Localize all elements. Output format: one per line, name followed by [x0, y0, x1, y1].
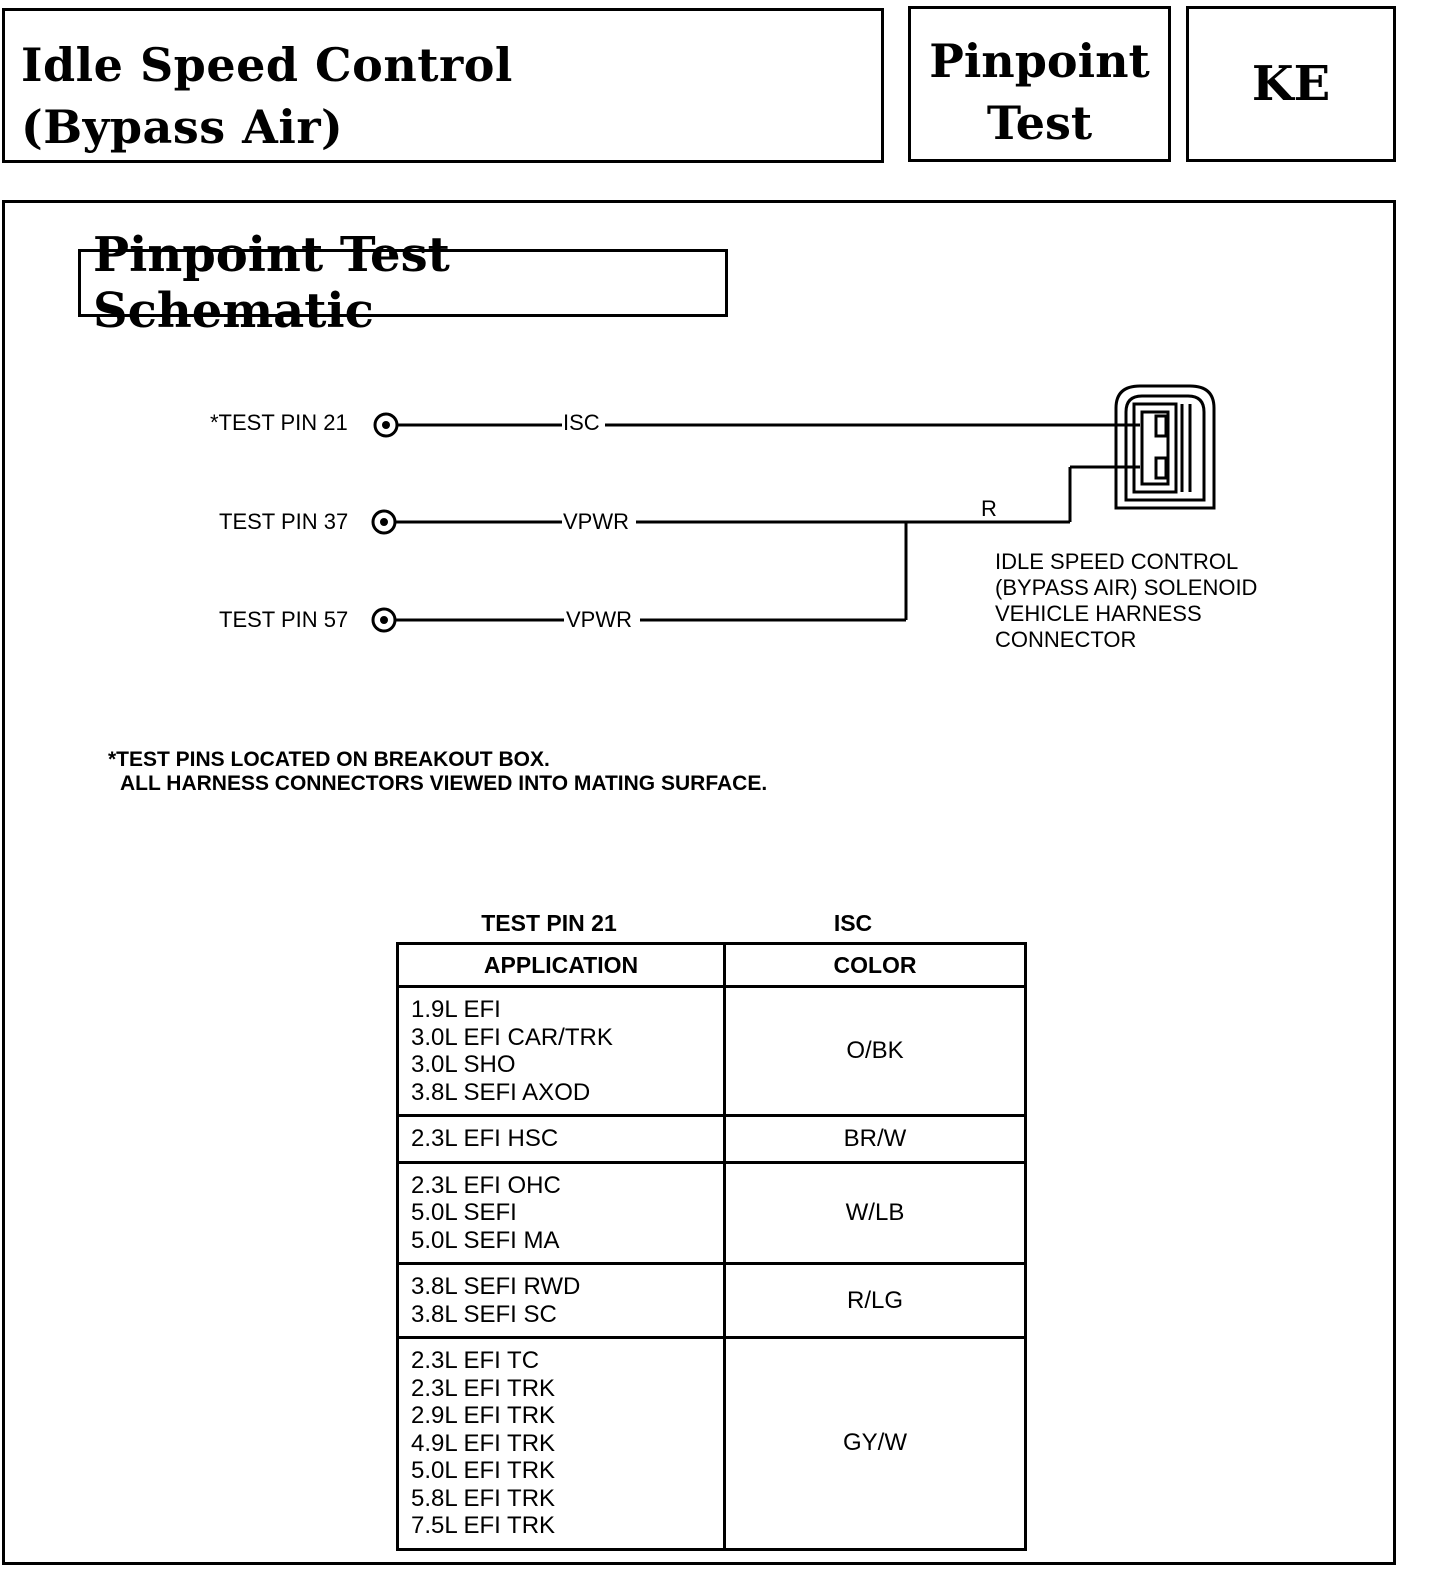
application-item: 3.8L SEFI SC: [411, 1300, 557, 1328]
pin-57-label: TEST PIN 57: [219, 607, 349, 632]
table-row: [398, 1116, 1026, 1163]
connector-terminal-2-icon: [1156, 458, 1166, 478]
connector-label-line-4: CONNECTOR: [995, 627, 1137, 652]
table-row: [398, 1264, 1026, 1338]
title-line-1: Idle Speed Control: [21, 38, 513, 92]
application-item: 2.3L EFI TRK: [411, 1374, 556, 1402]
application-item: 5.0L SEFI: [411, 1199, 517, 1226]
application-item: 2.3L EFI HSC: [411, 1125, 559, 1152]
connector-label-line-3: VEHICLE HARNESS: [995, 601, 1202, 626]
note-line-1: *TEST PINS LOCATED ON BREAKOUT BOX.: [108, 748, 550, 771]
color-cell: R/LG: [725, 1264, 1026, 1338]
column-header-application: APPLICATION: [398, 944, 725, 987]
application-cell: [398, 1116, 725, 1163]
application-item: 1.9L EFI: [411, 996, 501, 1023]
color-cell: W/LB: [725, 1162, 1026, 1264]
pin-21-label: *TEST PIN 21: [210, 410, 348, 435]
color-cell: GY/W: [725, 1338, 1026, 1550]
application-item: 5.0L SEFI MA: [411, 1226, 560, 1254]
application-cell: [398, 1264, 725, 1338]
pin-37-signal: VPWR: [563, 509, 629, 534]
color-cell: O/BK: [725, 987, 1026, 1116]
connector-label-line-1: IDLE SPEED CONTROL: [995, 549, 1239, 574]
application-item: 2.3L EFI OHC: [411, 1171, 561, 1199]
color-cell: BR/W: [725, 1116, 1026, 1163]
connector-terminal-1-icon: [1156, 416, 1166, 436]
connector-label-line-2: (BYPASS AIR) SOLENOID: [995, 575, 1258, 600]
pin-21-signal: ISC: [563, 410, 600, 435]
application-cell: [398, 987, 725, 1116]
table-signal-header: ISC: [833, 910, 873, 936]
application-item: 3.0L EFI CAR/TRK: [411, 1023, 613, 1051]
column-header-color: COLOR: [725, 944, 1026, 987]
code-label: KE: [1251, 56, 1331, 112]
application-item: 5.0L EFI TRK: [411, 1457, 556, 1484]
table-header-row: [398, 944, 1026, 987]
application-item: 3.8L SEFI RWD: [411, 1273, 581, 1300]
application-item: 2.3L EFI TC: [411, 1347, 540, 1374]
application-cell: [398, 1338, 725, 1550]
pin-57-signal: VPWR: [566, 607, 632, 632]
wire-color-table: [396, 942, 1027, 1551]
application-item: 7.5L EFI TRK: [411, 1512, 556, 1539]
table-row: [398, 1338, 1026, 1550]
application-item: 5.8L EFI TRK: [411, 1484, 556, 1512]
application-item: 4.9L EFI TRK: [411, 1429, 556, 1457]
table-row: [398, 1162, 1026, 1264]
note-line-2: ALL HARNESS CONNECTORS VIEWED INTO MATING SURFACE.: [120, 772, 768, 795]
application-item: 3.8L SEFI AXOD: [411, 1078, 591, 1106]
pin-37-label: TEST PIN 37: [219, 509, 349, 534]
section-line-1: Pinpoint: [929, 34, 1150, 88]
table-pin-header: TEST PIN 21: [481, 910, 617, 936]
table-row: [398, 987, 1026, 1116]
application-item: 3.0L SHO: [411, 1051, 516, 1078]
schematic-title: Pinpoint Test Schematic: [78, 249, 728, 317]
title-line-2: (Bypass Air): [21, 100, 344, 154]
application-item: 2.9L EFI TRK: [411, 1402, 556, 1429]
application-cell: [398, 1162, 725, 1264]
section-line-2: Test: [986, 96, 1093, 150]
wire-color-label: R: [981, 496, 997, 521]
